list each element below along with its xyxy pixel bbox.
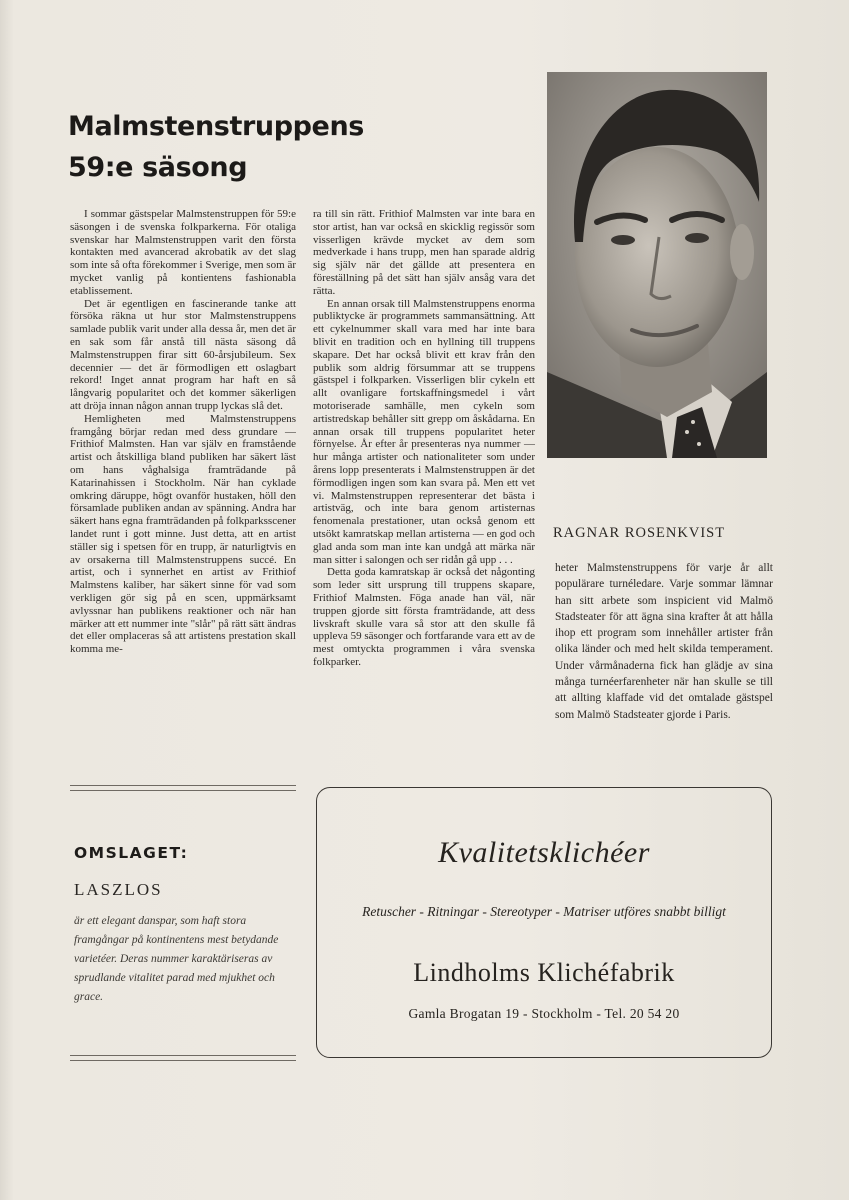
ad-company: Lindholms Klichéfabrik (413, 958, 675, 987)
cover-name: LASZLOS (74, 880, 163, 899)
photo-caption: RAGNAR ROSENKVIST (553, 525, 726, 541)
cover-heading: OMSLAGET: (74, 844, 189, 862)
divider-top (70, 785, 296, 791)
paragraph: En annan orsak till Malmstenstruppens enorma publiktycke är programmets sammansättning. Att ett cykelnummer skall vara med har inte bara blivit en tradition och en hyllning till truppens skapare. Det har också blivit ett krav från den publik som aldrig försummar att se truppens gästspel i folkparken. Visserligen blir cykeln ett allt ovanligare fortskaffningsmedel i vårt motoriserade samhälle, men cykeln som artistredskap behåller sitt grepp om åskådarna. En annan orsak till truppens popularitet heter förnyelse. År efter år presenteras nya nummer — hur många artister och nationaliteter som under årens lopp presenterats i Malmstenstruppen är det förmodligen ingen som kan svara på. Men ett vet vi. Malmstenstruppen representerar det bästa i artistväg, och inte bara genom artisternas fenomenala prestationer, utan också genom ett utsökt kamratskap mellan artisterna — en god och glad anda som man inte kan undgå att märka när man sitter i salongen och ser ridån gå upp . . . (313, 297, 535, 566)
article-column-3 (555, 560, 773, 723)
cover-description: är ett elegant danspar, som haft stora framgångar på kontinentens mest betydande varietéer. Deras nummer karaktäriseras av sprudlande vitalitet parad med mjukhet och grace. (74, 915, 279, 1003)
portrait-illustration (547, 72, 767, 458)
paragraph: I sommar gästspelar Malmstenstruppen för 59:e säsongen i de svenska folkparkerna. För otaliga svenskar har Malmstenstruppen varit den första kontakten med avancerad akrobatik av det slag som inte så ofta förekommer i Sverige, men som är mycket vanlig på kontientens fashionabla etablissement. (70, 208, 296, 297)
advertisement-box (316, 787, 772, 1058)
title-line-1: Malmstenstruppens (68, 111, 364, 142)
paragraph: heter Malmstenstruppens för varje år allt populärare turnéledare. Varje sommar lämnar han sitt arbete som inspicient vid Malmö Stadsteater för att ägna sina krafter åt att hålla ihop ett program som innehåller artister från olika länder och med helt skilda temperament. Under vårmånaderna fick han glädje av sina många turnéerfarenheter när han skulle se till att allting klaffade vid det omtalade gästspel som Malmö Stadsteater gjorde i Paris. (555, 562, 773, 721)
ad-address: Gamla Brogatan 19 - Stockholm - Tel. 20 54 20 (408, 1006, 680, 1021)
title-line-2: 59:e säsong (68, 152, 248, 183)
ad-services: Retuscher - Ritningar - Stereotyper - Matriser utföres snabbt billigt (362, 904, 726, 919)
paragraph: Hemligheten med Malmstenstruppens framgång börjar redan med dess grundare — Frithiof Malmsten. Han var själv en framstående artist och åtskilliga bland publiken har säkert läst om hans våghalsiga framträdande på Katarinahissen i Stockholm. När han cyklade omkring däruppe, högt ovanför hustaken, höll den församlade publiken andan av spänning. Andra har säkert hans egna framträdanden på folkparksscener landet runt i gott minne. Just detta, att en artist ställer sig i spetsen för en trupp, är naturligtvis en av orsakerna till Malmstenstruppens succé. En artist, och i synnerhet en artist av Frithiof Malmstens kaliber, har säkert sinne för vad som verkligen gör sig på en scen, uppmärksamt avlyssnar han publikens reaktioner och när han märker att ett nummer inte "slår" på rätt sätt ändras det eller omplaceras så att artistens prestation skall komma me- (70, 412, 296, 656)
portrait-photo (547, 72, 767, 458)
paragraph: Detta goda kamratskap är också det någonting som leder sitt ursprung till truppens skapare, Frithiof Malmsten. Föga anade han väl, när truppen gjorde sitt första framträdande, att dess livskraft skulle vara så stor att den skulle få uppleva 59 säsonger och fortfarande vara ett av de mest omtyckta programmen i våra svenska folkparker. (313, 566, 535, 668)
paragraph: ra till sin rätt. Frithiof Malmsten var inte bara en stor artist, han var också en skicklig regissör som visserligen krävde mycket av dem som medverkade i hans trupp, men han sparade aldrig sig själv när det gällde att presentera en föreställning på det sätt han själv ansåg vara det rätta. (313, 208, 535, 297)
paragraph: Det är egentligen en fascinerande tanke att försöka räkna ut hur stor Malmstenstruppens samlade publik varit under alla dessa år, men det är en sak som får anstå till nästa säsong då Malmstenstruppen firar sitt 60-årsjubileum. Sex decennier — det är förmodligen ett oslagbart rekord! Inget annat program har haft en så långvarig popularitet och det kommer säkerligen att dröja innan någon annan trupp lyckas slå det. (70, 297, 296, 412)
article-column-2 (313, 208, 535, 748)
divider-bottom (70, 1055, 296, 1061)
article-title (68, 106, 488, 188)
article-column-1 (70, 208, 296, 748)
ad-headline: Kvalitetsklichéer (438, 836, 650, 869)
